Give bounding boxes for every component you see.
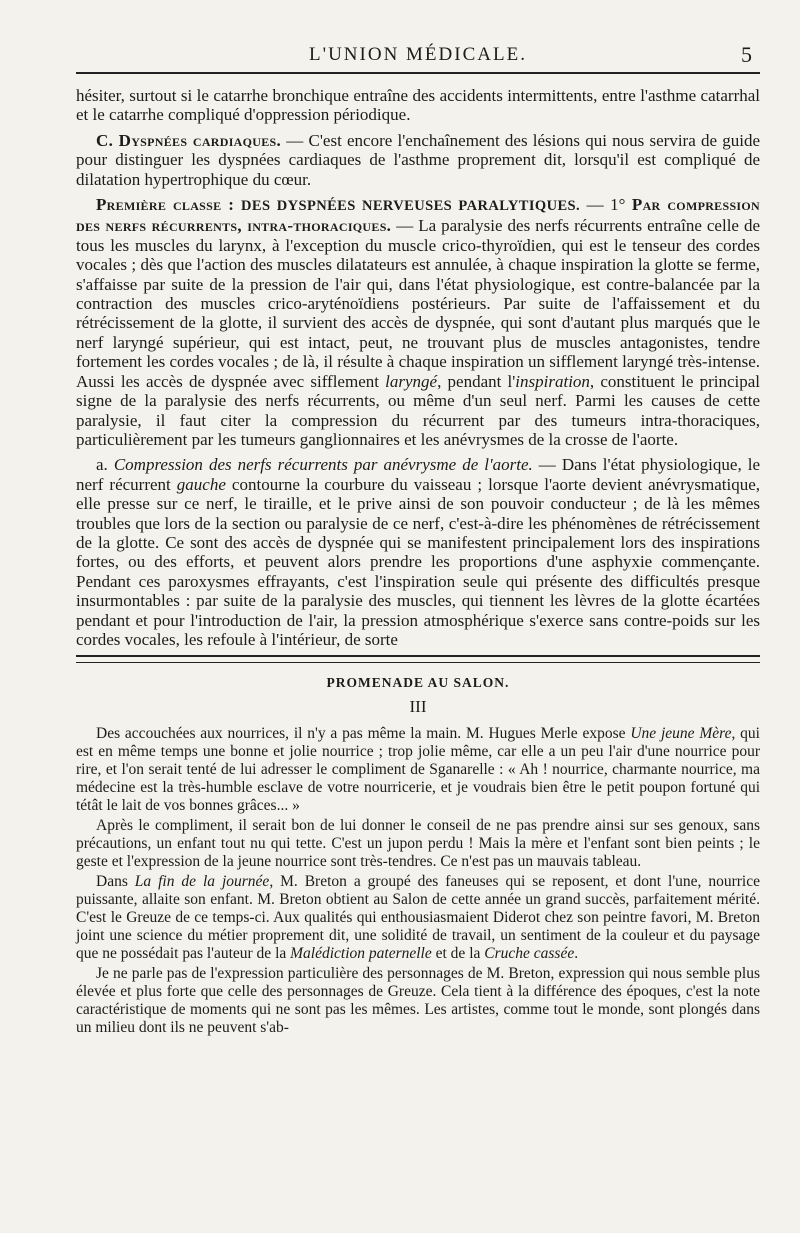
- page-number: 5: [741, 42, 752, 67]
- paragraph-asthme-catarrhal: hésiter, surtout si le catarrhe bronchique entraîne des accidents intermittents, entre l'asthme catarrhal et le catarrhe compliqué d'oppression périodique.: [76, 86, 760, 125]
- heading-dyspnees-paralytiques: DES DYSPNÉES NERVEUSES PARALYTIQUES.: [241, 198, 581, 215]
- header-rule: [76, 72, 760, 74]
- heading-compression-recurrents: Par compression des nerfs récurrents, intra-thoraciques.: [76, 195, 760, 236]
- artwork-title: Cruche cassée: [484, 945, 575, 963]
- feuilleton-divider: [76, 655, 760, 663]
- artwork-title: La fin de la journée: [134, 873, 270, 891]
- heading-premiere-classe: Première classe :: [96, 195, 242, 215]
- paragraph-nourrices: Des accouchées aux nourrices, il n'y a pas même la main. M. Hugues Merle expose Une jeune Mère, qui est en même temps une bonne et jolie nourrice ; trop jolie même, car elle a un peu l'air d'une nourrice pour rire, et l'on serait tenté de lui adresser le compliment de Sganarelle : « Ah ! nourrice, charmante nourrice, ma médecine est la très-humble esclave de votre nourricerie, et je voudrais bien être le petit poupon fortuné qui tétât le lait de vos bonnes grâces... »: [76, 725, 760, 815]
- paragraph-premiere-classe: Première classe : DES DYSPNÉES NERVEUSES PARALYTIQUES. — 1° Par compression des nerfs récurrents, intra-thoraciques. — La paralysie des nerfs récurrents entraîne celle de tous les muscles du larynx, à l'exception du muscle crico-thyroïdien, qui est le tenseur des cordes vocales ; dès que l'action des muscles dilatateurs est annulée, à chaque inspiration la glotte se ferme, s'affaisse par suite de la pression de l'air qui, dans l'état physiologique, est contre-balancée par la contraction des muscles crico-aryténoïdiens postérieurs. Par suite de l'affaissement et du rétrécissement de la glotte, il survient des accès de dyspnée, qui sont d'autant plus marqués que le nerf laryngé supérieur, qui est intact, peut, ne trouvant plus de muscles antagonistes, tendre fortement les cordes vocales ; de là, il résulte à chaque inspiration un sifflement laryngé très-intense. Aussi les accès de dyspnée avec sifflement laryngé, pendant l'inspiration, constituent le principal signe de la paralysie des nerfs récurrents, ou même d'un seul nerf. Parmi les causes de cette paralysie, il faut citer la compression du récurrent par des tumeurs intra-thoraciques, particulièrement par les tumeurs ganglionnaires et les anévrysmes de la crosse de l'aorte.: [76, 195, 761, 449]
- main-article: [76, 86, 760, 649]
- paragraph-expression: Je ne parle pas de l'expression particulière des personnages de M. Breton, expression qui nous semble plus élevée et plus forte que celle des personnages de Greuze. Cela tient à la différence des époques, c'est la note caractéristique de moments qui ne sont pas les mêmes. Les artistes, comme tout le monde, sont plongés dans un milieu dont ils ne peuvent s'ab-: [76, 965, 760, 1037]
- paragraph-dyspnees-cardiaques: C. Dyspnées cardiaques. — C'est encore l'enchaînement des lésions qui nous servira de guide pour distinguer les dyspnées cardiaques de l'asthme proprement dit, lorsqu'il est compliqué de dilatation hypertrophique du cœur.: [76, 130, 760, 189]
- paragraph-compression-anevrysme: a. Compression des nerfs récurrents par anévrysme de l'aorte. — Dans l'état physiologique, le nerf récurrent gauche contourne la courbure du vaisseau ; lorsque l'aorte devient anévrysmatique, elle presse sur ce nerf, le tiraille, et le prive ainsi de son pouvoir conducteur ; de là les mêmes troubles que lors de la section ou paralysie de ce nerf, c'est-à-dire les phénomènes de rétrécissement de la glotte. Ce sont des accès de dyspnée qui se manifestent principalement lors des inspirations fortes, ou des efforts, et peuvent alors prendre les proportions d'une asphyxie commençante. Pendant ces paroxysmes effrayants, c'est l'inspiration seule qui présente des difficultés presque insurmontables : par suite de la paralysie des muscles, qui tiennent les lèvres de la glotte écartées pendant et pour l'introduction de l'air, la pression atmosphérique s'exerce sans contre-poids sur les cordes vocales, les refoule à l'intérieur, de sorte: [76, 455, 760, 649]
- running-head: [76, 0, 760, 76]
- feuilleton-title: PROMENADE AU SALON.: [326, 675, 510, 691]
- section-heading-dyspnees-cardiaques: C. Dyspnées cardiaques.: [96, 130, 282, 150]
- running-title: L'UNION MÉDICALE.: [309, 44, 527, 65]
- artwork-title: Malédiction paternelle: [290, 945, 432, 963]
- artwork-title: Une jeune Mère: [630, 725, 732, 743]
- subheading-compression-anevrysme: Compression des nerfs récurrents par anévrysme de l'aorte.: [113, 455, 533, 475]
- paragraph-breton: Dans La fin de la journée, M. Breton a groupé des faneuses qui se reposent, et dont l'une, nourrice puissante, allaite son enfant. M. Breton obtient au Salon de cette année un grand succès, parfaitement mérité. C'est le Greuze de ce temps-ci. Aux qualités qui enthousiasmaient Diderot chez son peintre favori, M. Breton joint une science du métier proprement dit, une solidité de travail, un sentiment de la couleur et du paysage que ne possédait pas l'auteur de la Malédiction paternelle et de la Cruche cassée.: [76, 873, 760, 963]
- feuilleton: [76, 675, 760, 1037]
- feuilleton-part-number: III: [409, 697, 427, 717]
- paragraph-compliment: Après le compliment, il serait bon de lui donner le conseil de ne pas prendre ainsi sur ses genoux, sans précautions, un enfant tout nu qui tette. C'est un jupon perdu ! Mais la mère et l'enfant sont bien peints ; le geste et l'expression de la jeune nourrice sont très-tendres. Ce n'est pas un mauvais tableau.: [76, 817, 760, 871]
